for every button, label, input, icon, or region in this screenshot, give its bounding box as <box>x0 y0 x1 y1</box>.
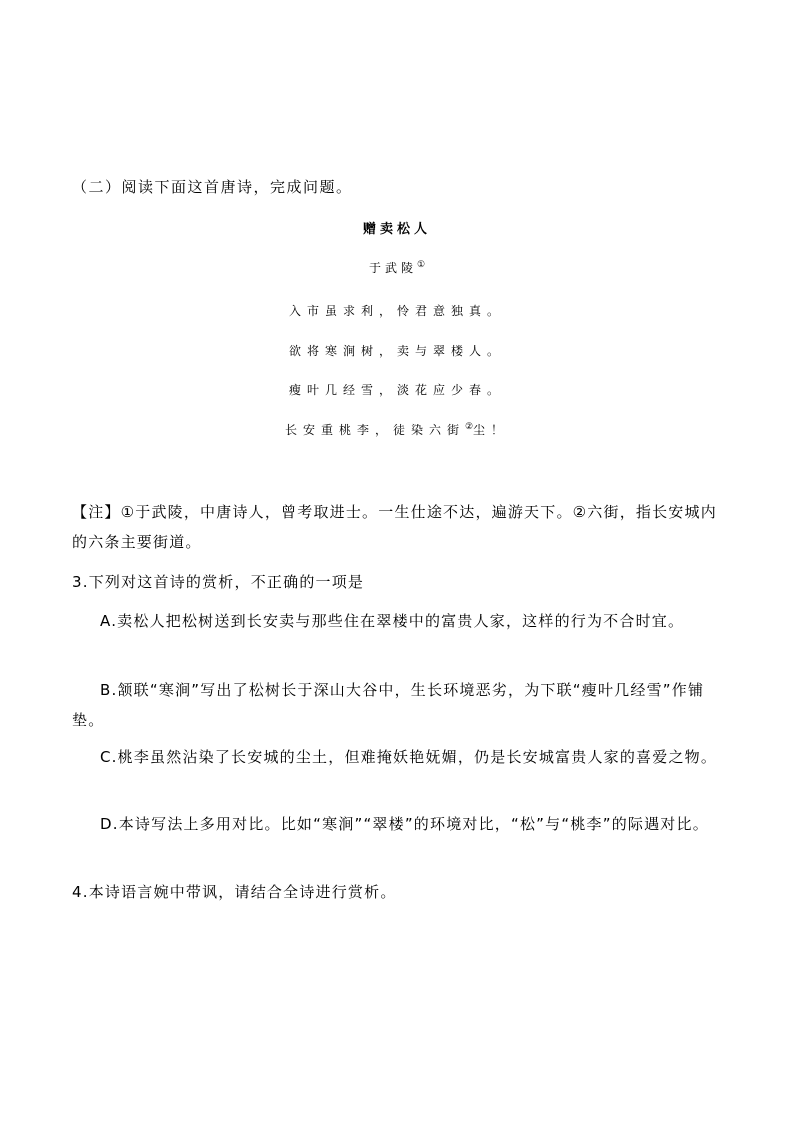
poem-line-4-text-end: 尘！ <box>473 423 510 437</box>
liujie-footnote-mark: ② <box>464 422 474 432</box>
poem-line-3: 瘦叶几经雪，淡花应少春。 <box>288 383 505 397</box>
poem-line-1: 入市虽求利，怜君意独真。 <box>288 304 505 318</box>
question-3-option-b: B.颔联“寒涧”写出了松树长于深山大谷中，生长环境恶劣，为下联“瘦叶几经雪”作铺垫。 <box>72 681 705 729</box>
question-3-option-d: D.本诗写法上多用对比。比如“寒涧”“翠楼”的环境对比，“松”与“桃李”的际遇对比。 <box>100 815 709 833</box>
question-3-stem: 3.下列对这首诗的赏析，不正确的一项是 <box>72 573 365 591</box>
question-4-stem: 4.本诗语言婉中带讽，请结合全诗进行赏析。 <box>72 883 397 901</box>
question-3-option-a: A.卖松人把松树送到长安卖与那些住在翠楼中的富贵人家，这样的行为不合时宜。 <box>100 612 685 630</box>
poem-author-name: 于武陵 <box>368 261 417 275</box>
poem-annotation: 【注】①于武陵，中唐诗人，曾考取进士。一生仕途不达，遍游天下。②六街，指长安城内的六条主要街道。 <box>72 503 717 551</box>
poem-line-2: 欲将寒涧树，卖与翠楼人。 <box>288 344 505 358</box>
section-heading: （二）阅读下面这首唐诗，完成问题。 <box>72 178 353 196</box>
question-3-option-c: C.桃李虽然沾染了长安城的尘土，但难掩妖艳妩媚，仍是长安城富贵人家的喜爱之物。 <box>100 748 718 766</box>
poem-author <box>0 259 794 276</box>
poem-title: 赠卖松人 <box>362 222 431 237</box>
author-footnote-mark: ① <box>416 260 426 270</box>
poem-line-4-text-start: 长安重桃李，徒染六街 <box>284 423 465 437</box>
poem-line-4 <box>0 421 794 438</box>
